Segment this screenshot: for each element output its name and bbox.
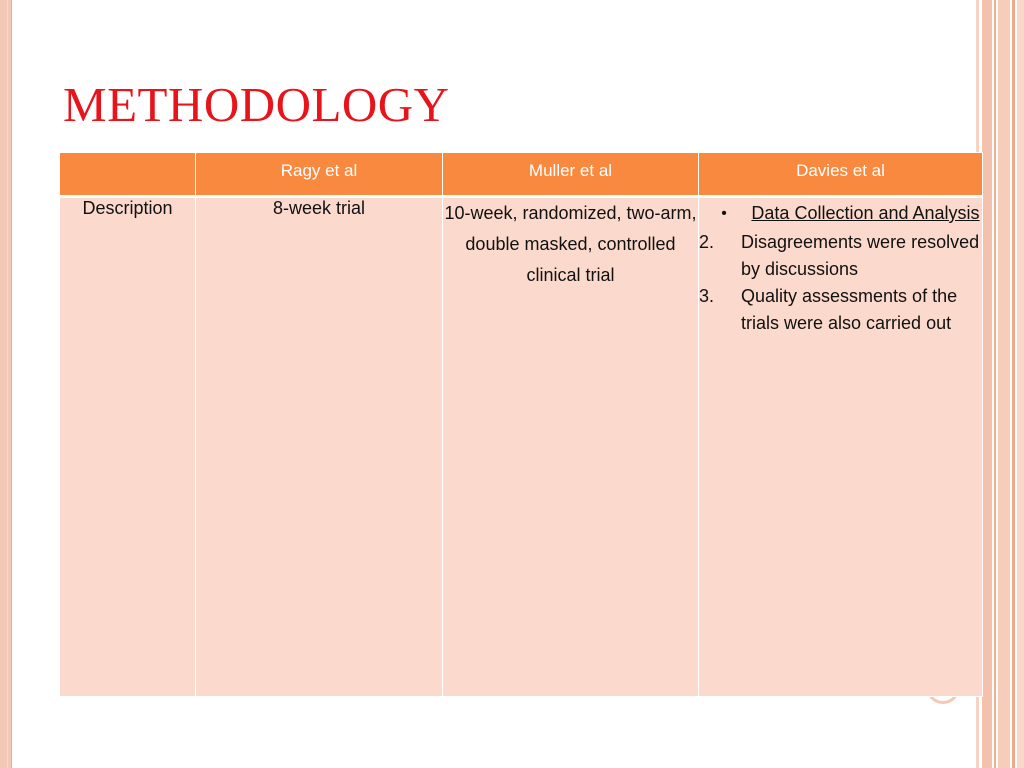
- cell-muller: 10-week, randomized, two-arm, double masked, controlled clinical trial: [443, 197, 699, 697]
- header-cell-davies: Davies et al: [699, 153, 983, 197]
- numbered-list: [699, 229, 982, 337]
- list-item-text: Quality assessments of the trials were also carried out: [741, 286, 958, 333]
- header-cell-muller: Muller et al: [443, 153, 699, 197]
- list-item-number: 3.: [699, 286, 715, 306]
- header-cell-ragy: Ragy et al: [196, 153, 443, 197]
- list-item: [699, 229, 982, 283]
- list-item-number: 2.: [699, 232, 715, 252]
- slide-title: METHODOLOGY: [63, 77, 450, 132]
- left-decorative-border: [0, 0, 12, 768]
- header-cell-empty: [60, 153, 196, 197]
- table-row: [60, 197, 983, 697]
- bullet-text: Data Collection and Analysis: [751, 203, 980, 223]
- right-decorative-stripes: [976, 0, 1024, 768]
- cell-ragy: 8-week trial: [196, 197, 443, 697]
- header-row: [60, 153, 983, 197]
- methodology-table: [59, 152, 983, 697]
- list-item: [699, 283, 982, 337]
- cell-davies: [699, 197, 983, 697]
- row-label-description: Description: [60, 197, 196, 697]
- list-item-text: Disagreements were resolved by discussions: [741, 232, 980, 279]
- bullet-item: [699, 198, 982, 229]
- bullet-icon: •: [721, 205, 727, 222]
